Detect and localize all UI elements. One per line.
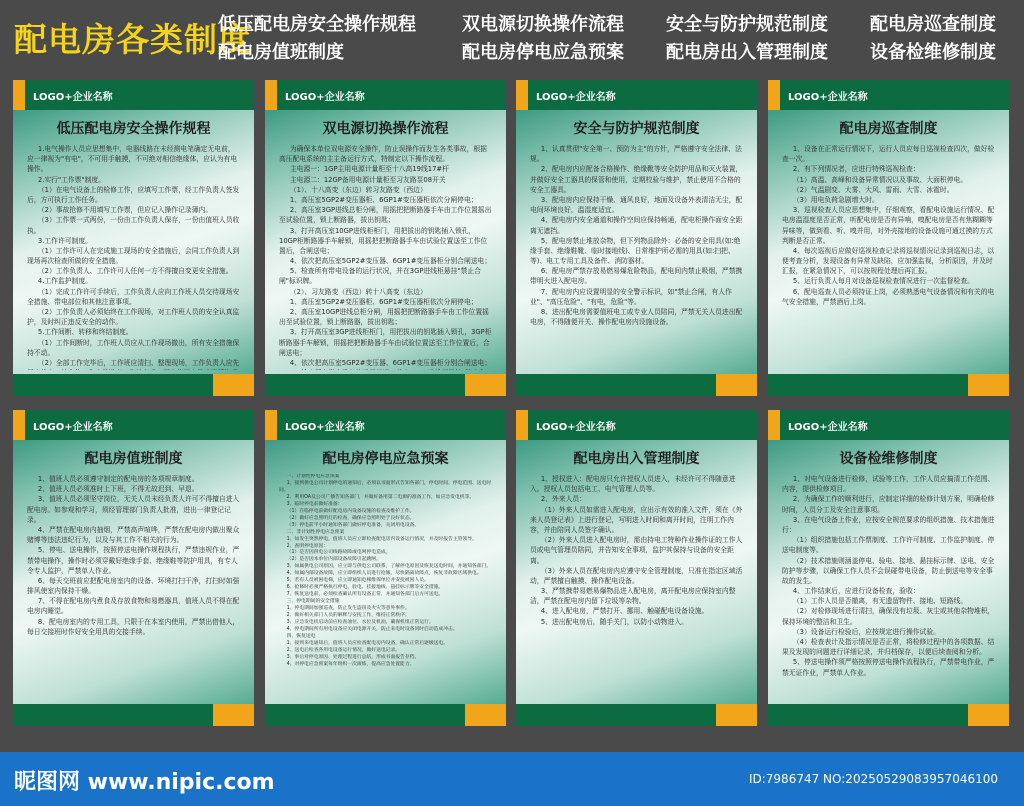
rule-paragraph: 三、停电期间的安全措施 [286, 599, 340, 605]
rule-panel [768, 80, 1009, 396]
rule-paragraph: 5、停电、送电操作，按照停送电操作规程执行，严禁违规作业，严禁带电操作，操作时必须穿戴好绝缘手套、绝缘鞋等防护用具，有专人令专人监护，严禁单人作业。 [27, 546, 240, 575]
rule-paragraph: （1）工作人员是否撤离，有无遗留物件、接地、短路线。 [792, 597, 968, 606]
header-accent [768, 80, 780, 110]
panel-logo-text: LOGO+企业名称 [33, 422, 113, 433]
page-header [0, 0, 1024, 70]
panel-body [782, 144, 995, 370]
rule-panel [265, 80, 506, 396]
panel-footer-bar [516, 704, 757, 726]
rule-paragraph: 3、如属供电公司原因，应立即与供电公司联系，了解停电原因及恢复送电时间，并通知各部门。 [286, 564, 492, 570]
panel-logo-text: LOGO+企业名称 [788, 422, 868, 433]
rule-paragraph: 1、授权进入：配电房只允许授权人员进入，未经许可不得随意进入。授权人员包括电工、电气管理人员等。 [530, 475, 736, 494]
footer-accent [716, 704, 757, 726]
rule-paragraph: 1、停电期间加强巡查，防止发生盗窃及火灾等意外事件。 [286, 606, 410, 612]
panel-body [530, 144, 743, 370]
rule-paragraph: 为确保本单位双电源安全操作，防止误操作而发生各类事故，根据高压配电系统的主主备运行方式，特制定以下操作流程。 [279, 145, 487, 164]
footer-band [516, 704, 716, 726]
rule-paragraph: （2）气温剧变、大雾、大风、雷雨、大雪、冰雹时。 [792, 185, 954, 194]
rule-paragraph: 1、值班人员必须遵守制定的配电房的各项规章制度。 [37, 475, 199, 483]
nav-title-dual-power: 双电源切换操作流程 [462, 14, 624, 35]
rule-paragraph: 3、严禁携带易燃易爆物品进入配电房，离开配电房应保持室内整洁，严禁在配电房内留下垃圾等杂物。 [530, 587, 736, 606]
header-accent [516, 80, 528, 110]
rule-panel [516, 80, 757, 396]
page-title: 配电房各类制度 [14, 20, 252, 59]
rule-paragraph: 3、临时停电前做好准备： [286, 501, 343, 507]
rule-paragraph: （2）事故抢修不用填写工作票，但应记入操作记录簿内。 [37, 206, 213, 215]
rule-paragraph: 6、抢修时必须严格执行停电、验电、挂接地线、悬挂标示牌等安全措施。 [286, 585, 444, 591]
rule-paragraph: 2、高压室3GP进线总柜分闸，用摇把把断路器手车由工作位置摇出至试验位置，锁上断路器，拔出钥匙； [279, 206, 492, 225]
footer-band [516, 374, 716, 396]
footer-accent [465, 704, 506, 726]
header-accent [265, 410, 277, 440]
rule-paragraph: 5、若有人员被困电梯，应立即通知电梯维保单位并安抚被困人员。 [286, 578, 429, 584]
rule-panel [516, 410, 757, 726]
image-id: ID:7986747 NO:20250529083957046100 [748, 772, 998, 786]
rule-paragraph: 5.工作间断、转移和终结制度。 [37, 328, 133, 337]
rule-paragraph: 6、配电房严禁存放易燃易爆危险物品，配电间内禁止吸烟，严禁携带明火进入配电房。 [530, 267, 743, 286]
rule-panel [13, 410, 254, 726]
rule-paragraph: 4、严禁在配电房内抽烟，严禁高声喧哗，严禁在配电房内做出聚众赌博等违法违纪行为，以及与其工作不相关的行为。 [27, 525, 240, 545]
panel-body [279, 144, 492, 370]
rule-title-list [218, 10, 1018, 66]
panel-footer-bar [265, 374, 506, 396]
rule-paragraph: 5、配电房禁止堆放杂物，但下列物品除外：必备的安全用具(如:绝缘手套、绝缘鞋靴、临时接地线)、日常维护所必需的用具(如:扫把、等)、电工专用工具及备件、消防器材。 [530, 236, 741, 266]
footer-accent [716, 374, 757, 396]
header-accent [13, 410, 25, 440]
rule-paragraph: （2）外来人员进入配电房时，需由持电工特种作业操作证的工作人员或电气管理员陪同，并告知安全事项，监护其保持与设备的安全距离。 [530, 536, 743, 565]
panel-title: 配电房巡查制度 [839, 121, 938, 137]
rule-paragraph: 5、检查所有带电设备的运行状况，并在3GP进线柜悬挂"禁止合闸"标识牌。 [279, 267, 481, 286]
panel-title: 双电源切换操作流程 [322, 121, 449, 137]
rule-paragraph: 1、高压室5GP2#变压器柜、6GP1#变压器柜依次分闸停电； [289, 195, 478, 204]
footer-band [13, 374, 213, 396]
rule-paragraph: 4、依次把高压室5GP2#变压器、6GP1#变压器柜分别合闸送电； [289, 358, 492, 367]
rule-paragraph: （1）、十八高变（东边）转习友路变（西边） [289, 185, 427, 194]
rule-paragraph: 3、打开高压室3GP进线柜柜门，用把拔出的钥匙插入锁孔，3GP柜断路器手车解锁，用摇把把断路器手车由试验位置送至工作位置后，合闸送电； [279, 328, 492, 357]
rule-paragraph: 1、认真贯彻"安全第一、预防为主"的方针，严格遵守安全法律、法规。 [530, 145, 742, 164]
panel-header-bar [265, 410, 506, 440]
rule-paragraph: （1）工作间断时，工作班人员应从工作现场撤出，所有安全措施保持不动。 [27, 338, 240, 357]
rule-paragraph: 6、每天交班前应把配电房室内的设备、环境打扫干净，打扫时如强排风使室内保持干燥。 [27, 576, 240, 596]
panel-body [27, 474, 240, 700]
rule-paragraph: （2）做好应急照明灯的检查，确保应急照明处于良好状态。 [286, 515, 415, 521]
rule-paragraph: 5、停送电操作须严格按照停送电操作流程执行，严禁带电作业，严禁无证作业，严禁单人作业。 [782, 658, 995, 677]
nav-title-access: 配电房出入管理制度 [666, 42, 828, 63]
nav-title-inspection: 配电房巡查制度 [870, 14, 996, 35]
panel-title: 安全与防护规范制度 [573, 121, 700, 137]
rule-panel [13, 80, 254, 396]
footer-band [265, 704, 465, 726]
rule-paragraph: 主电源一：1GP主用电源计量柜至十八高19线17#杆 [289, 165, 449, 174]
rule-paragraph: （3）停电前半小时通知各部门做好停电准备，关闭用电设备。 [286, 522, 420, 528]
watermark-bar [0, 752, 1024, 806]
header-accent [516, 410, 528, 440]
rule-paragraph: 3、值班人员必须坚守岗位，无关人员未经负责人许可不得擅自进入配电房。如参观和学习，须经管理部门负责人批准，进出一律登记记录。 [27, 495, 240, 524]
rule-panel [768, 410, 1009, 726]
rule-paragraph: （1）高温、高峰和设备异常情况以及事故、大面积停电。 [792, 175, 968, 184]
rule-paragraph: 1、接到来电通知后，值班人员应检查配电房内设备，确认正常后逐级送电。 [286, 640, 449, 646]
rule-paragraph: 1、如发生突然停电，值班人员应立即检查配电房内设备运行情况，并及时报告主管领导。 [286, 536, 477, 542]
nav-title-outage: 配电房停电应急预案 [462, 42, 624, 63]
rule-paragraph: （3）工作票一式两份，一份由工作负责人保存，一份由值班人员收执。 [27, 216, 240, 235]
rule-paragraph: 2、送电后检查各用电设备运行情况，做好送电记录。 [286, 647, 401, 653]
rule-paragraph: 2、有下列情况者，应进行特殊巡视检查： [792, 165, 920, 174]
rule-paragraph: 2.实行"工作票"制度。 [37, 175, 105, 184]
rule-paragraph: 5、进出配电房后，随手关门，以防小动物进入。 [540, 617, 688, 626]
rule-paragraph: 一、计划性停电应急预案 [286, 474, 340, 479]
rule-paragraph: （1）完成工作许可手续后，工作负责人应向工作班人员交待现场安全措施、带电部位和其他注意事项。 [27, 287, 240, 306]
panel-body [27, 144, 240, 370]
panel-logo-text: LOGO+企业名称 [536, 92, 616, 103]
rule-paragraph: 1、接到供电公司计划停电的通知后，必须以书面形式告知各部门，停电时间、停电范围、送电时间。 [279, 480, 492, 493]
footer-accent [213, 374, 254, 396]
rule-paragraph: （2）全部工作完毕后，工作班应清扫、整理现场，工作负责人应先 [37, 358, 240, 367]
rule-paragraph: 1、设备在正常运行情况下，运行人员应每日巡视检查四次，做好检查一次。 [782, 145, 995, 164]
rule-paragraph: 2、配电房内应配备合格操作、绝缘靴等安全防护用品和灭火装置，并做好安全工器具的保管和使用，定期校验与维护，禁止使用不合格的安全工器具。 [530, 165, 743, 194]
panel-title: 配电房出入管理制度 [573, 451, 700, 467]
rule-panel [265, 410, 506, 726]
panel-title: 配电房停电应急预案 [322, 451, 449, 467]
panel-logo-text: LOGO+企业名称 [33, 92, 113, 103]
footer-band [768, 704, 968, 726]
rule-paragraph: 2、值班人员必须准时上下班，不得无故迟到、早退。 [37, 485, 199, 494]
panel-header-bar [768, 410, 1009, 440]
rule-paragraph: 5、运行负责人每月对设备巡视检查情况进行一次监督检查。 [792, 277, 974, 286]
header-accent [13, 80, 25, 110]
panel-logo-text: LOGO+企业名称 [536, 422, 616, 433]
rule-paragraph: （1）在临停电前做好配电房内设备设施的检查及维护工作。 [286, 508, 415, 514]
panel-logo-text: LOGO+企业名称 [285, 92, 365, 103]
panel-footer-bar [516, 374, 757, 396]
rule-paragraph: 2、利用OA及公司广播告知各部门，并做好备用第二电源的准备工作，如应急发电机等。 [286, 494, 475, 500]
rule-paragraph: （1）工作许可人在完成施工现场的安全措施后，会同工作负责人到现场再次检查所做的安全措施。 [27, 246, 240, 266]
panel-header-bar [516, 410, 757, 440]
rule-paragraph: 3、应急发电机启动前应检查油位、水位及机油，确保机组正常运行。 [286, 620, 434, 626]
footer-band [13, 704, 213, 726]
footer-band [768, 374, 968, 396]
rule-paragraph: 3、事后对停电原因、处理过程进行总结，形成书面报告存档。 [286, 654, 420, 660]
rule-paragraph: （2）工作负责人必须始终在工作现场，对工作班人员的安全认真监护，及时纠正违反安全的动作。 [27, 308, 240, 327]
rule-paragraph: （2）对检修现场进行清扫，确保没有垃圾、灰尘或其他杂物堆积，保持环境的整洁和卫生。 [782, 607, 995, 626]
rule-paragraph [279, 368, 492, 370]
footer-accent [213, 704, 254, 726]
rule-paragraph: 7、恢复送电前，必须检查确认所有设备正常，并通知各部门后方可送电。 [286, 592, 444, 598]
rule-paragraph: 2、高压室10GP进线总柜分闸，用摇把把断路器手车由工作位置摇出至试验位置，锁上断路器，拔出钥匙； [279, 308, 489, 327]
rule-paragraph: 4、依次把高压室5GP2#变压器、6GP1#变压器柜分别合闸送电； [289, 257, 492, 266]
rule-paragraph: （3）外来人员在配电房内应遵守安全管理制度，只准在指定区域活动，严禁擅自触摸、操作配电设备。 [530, 566, 743, 585]
rule-paragraph: 4.工作监护制度。 [37, 277, 92, 286]
rule-paragraph: 四、恢复送电 [286, 633, 316, 639]
rule-paragraph: 4、如属内部设备故障，应立即组织人员进行抢修，尽快隔离故障点，恢复非故障区域供电。 [286, 571, 482, 577]
rule-paragraph: 主电源二：12GP备用电源计量柜至习友路泵08开关 [289, 175, 446, 184]
rule-paragraph: 3、打开高压室10GP进线柜柜门，用把拔出的钥匙插入锁孔，10GP柜断路器手车解锁，用摇把把断路器手车由试验位置送至工作位置后，合闸送电； [279, 226, 488, 255]
panel-header-bar [13, 80, 254, 110]
nav-title-low-voltage: 低压配电房安全操作规程 [218, 14, 416, 35]
rule-paragraph: 6、配电巡查人员必须持证上岗，必须熟悉电气设备情况和有关的电气安全措施，严禁酒后上岗。 [782, 287, 995, 306]
footer-accent [968, 374, 1009, 396]
panel-footer-bar [265, 704, 506, 726]
rule-paragraph: 3.工作许可制度。 [37, 236, 92, 245]
panel-body [782, 474, 995, 700]
watermark-logo: 昵图网 www.nipic.com [14, 770, 275, 795]
rule-paragraph: 1、高压室5GP2#变压器柜、6GP1#变压器柜依次分闸停电； [289, 297, 478, 306]
rule-paragraph: 3、巡视检查人员应思想集中，仔细观察，看配电设施运行情况、配电房温湿度是否正常，听配电房是否有异响，嗅配电房是否有焦糊糊等异味等，做到看、听、嗅并用，对外壳接地的设备设施可通过摸的方式判断是否正常。 [782, 206, 995, 245]
rule-paragraph: （1）组织措施包括工作票制度、工作许可制度、工作监护制度、停送电制度等。 [782, 536, 995, 555]
rule-paragraph: 8、进出配电房需要值班电工或专业人员陪同，严禁无关人员进出配电房，不得随便开关、操作配电房内设施设备。 [530, 308, 743, 327]
rule-paragraph: （1）是否因供电公司线路故障或电网停电造成。 [286, 550, 391, 556]
rule-paragraph: 2、为确保工作的顺利进行，应制定详细的检修计划方案，明确检修时间，人员分工及安全注意事项。 [782, 495, 995, 514]
rule-paragraph: 2、查明停电原因： [286, 543, 329, 549]
rule-paragraph: 4、配电房内安全通道和操作空间应保持畅通，配电柜操作面安全距离无遮挡。 [530, 216, 743, 235]
panel-header-bar [516, 80, 757, 110]
rule-paragraph: 4、对停电应急预案每年组织一次演练，提高应急处置能力。 [286, 661, 415, 667]
rule-paragraph: （3）用电负荷急剧增大时。 [792, 195, 879, 204]
rule-paragraph: 4、工作结束后，应进行设备检查，验收： [792, 587, 920, 596]
panel-header-bar [768, 80, 1009, 110]
nav-title-duty: 配电房值班制度 [218, 42, 344, 63]
rule-paragraph: 1、对电气设备进行检修，试验等工作，工作人员应搞清工作范围、内容，提供检修项目。 [782, 475, 995, 494]
rule-paragraph: （2）工作负责人、工作许可人任何一方不得擅自变更安全措施。 [37, 267, 233, 276]
rule-paragraph: 1.电气操作人员应思想集中，电器线路在未经测电笔确定无电前，应一律视为"有电"，不可用手触摸，不可绝对相信绝缘体，应认为有电操作。 [27, 145, 238, 174]
footer-accent [968, 704, 1009, 726]
rule-paragraph: （2）、习友路变（西边）转十八高变（东边） [289, 287, 427, 296]
header-accent [265, 80, 277, 110]
panel-body [530, 474, 743, 700]
nav-title-safety: 安全与防护规范制度 [666, 14, 828, 35]
panel-footer-bar [13, 374, 254, 396]
panel-footer-bar [13, 704, 254, 726]
panel-logo-text: LOGO+企业名称 [285, 422, 365, 433]
rule-paragraph: 2、做好相关部门人员的解释与安抚工作，维持正常秩序。 [286, 613, 410, 619]
rule-paragraph: （2）是否因本单位内部设备故障引起跳闸。 [286, 557, 381, 563]
rule-paragraph: （4）检查表计及指示情况是否正常，将检修过程中的各项数据、结果及发现的问题进行详细记录，并归档保存，以便后续查阅和分析。 [782, 638, 995, 657]
rule-paragraph: 3、配电房内应保持干燥、通风良好，地面及设备外表清洁无尘，配电间环境良好，温湿度适宜。 [530, 195, 743, 215]
rule-paragraph: 7、配电房内应设置明显的安全警示标识，如"禁止合闸，有人作业"、"高压危险"、"有电，危险"等。 [530, 287, 732, 306]
panel-footer-bar [768, 374, 1009, 396]
panel-title: 设备检维修制度 [839, 451, 938, 467]
rule-paragraph: （1）在电气设备上的检修工作，应填写工作票，经工作负责人签发后，方可执行工作任务。 [27, 185, 240, 204]
rule-paragraph: 7、不得在配电房内煮食及存放食物和易燃器具，值班人员不得在配电房内睡觉。 [27, 597, 240, 616]
rule-paragraph: 4、停电期间所有用电设备应关闭电源开关，防止来电时设备同时启动造成冲击。 [286, 626, 458, 632]
rule-paragraph: 4、每次巡视后应做好巡视检查记录将巡视情况记录到巡视日志，以便考查分析，发现设备有异常及缺陷，应加强监视，分析原因，并及时汇报，在紧急情况下，可以按规程处理后再汇报。 [782, 246, 995, 276]
panel-header-bar [265, 80, 506, 110]
header-accent [768, 410, 780, 440]
panel-logo-text: LOGO+企业名称 [788, 92, 868, 103]
rule-paragraph: 3、在电气设备上作业，应按安全规范要求的组织措施、技术措施进行： [782, 515, 995, 534]
rule-paragraph: 2、外来人员： [540, 495, 586, 504]
rule-paragraph: 4、进入配电房，严禁打开、挪用、触碰配电设备设施。 [540, 607, 709, 616]
panel-body [279, 474, 492, 700]
panel-title: 低压配电房安全操作规程 [56, 121, 211, 137]
footer-band [265, 374, 465, 396]
rule-paragraph: 8、配电房室内的专用工具，只限于在本室内使用，严禁出借他人，每日交接班时作好安全用具的交接手续。 [27, 617, 240, 636]
panel-header-bar [13, 410, 254, 440]
nav-title-maintenance: 设备检维修制度 [870, 42, 996, 63]
footer-accent [465, 374, 506, 396]
rule-paragraph: （1）外来人员如需进入配电房，应出示有效的准入文件，须在《外来人员登记表》上进行登记，写明进入时间和离开时间，注明工作内容，并由陪同人员签字确认。 [530, 505, 743, 534]
panel-footer-bar [768, 704, 1009, 726]
panel-title: 配电房值班制度 [84, 451, 183, 467]
rule-paragraph: 二、非计划性停电应急预案 [286, 529, 345, 535]
rule-paragraph: （2）技术措施则涵盖停电、验电、接地、悬挂标示牌、送电、安全防护等步骤，以确保工作人员不会误碰带电设备，防止倒送电等安全事故的发生。 [782, 556, 995, 585]
rule-paragraph: （3）设备运行检验后，应按规定进行操作试验。 [792, 627, 940, 636]
